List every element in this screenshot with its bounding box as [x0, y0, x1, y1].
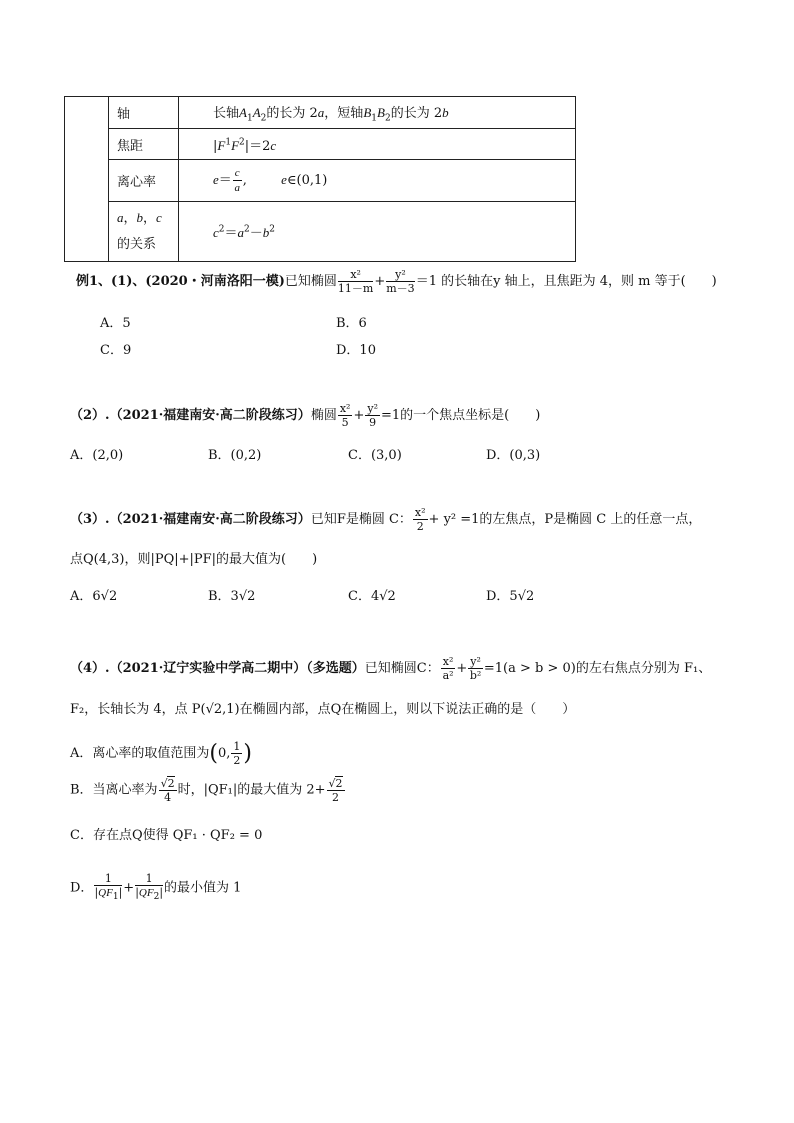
table-row-label: 轴	[109, 97, 179, 129]
option-b[interactable]: B．(0,2)	[208, 448, 262, 463]
table-row	[65, 160, 576, 202]
frac-denominator: 11－m	[337, 282, 374, 295]
frac-numerator: x²	[338, 268, 373, 282]
option-c[interactable]: C．存在点Q使得 QF₁ · QF₂ = 0	[70, 828, 263, 843]
option-text: 的最小值为 1	[164, 880, 242, 896]
ellipse-properties-table	[64, 96, 576, 262]
table-row-label: 离心率	[109, 160, 179, 202]
option-text: 时，|QF₁|的最大值为 2+	[177, 782, 326, 798]
frac-numerator: x²	[339, 402, 351, 415]
table-row	[65, 202, 576, 262]
table-row	[65, 129, 576, 160]
option-b[interactable]: B．3√2	[208, 589, 256, 604]
option-d[interactable]: D．(0,3)	[486, 448, 541, 463]
option-a[interactable]: A．离心率的取值范围为(0, $\frac{1}{2}$ )	[70, 740, 252, 767]
question-4-stem: （4）.（2021·辽宁实验中学高二期中）（多选题）已知椭圆C： $\frac{\text{x²}}{\text{a²}}$ + $\frac{\text{y²}}{\text{b²}}$ =1(a > b > 0)的左右焦点分别为 F₁、	[70, 655, 712, 682]
stem-text: 椭圆	[310, 408, 337, 423]
question-3-line-2: 点Q(4,3)，则|PQ|+|PF|的最大值为( )	[70, 552, 318, 567]
table-merged-cell	[65, 97, 109, 262]
question-3-stem	[70, 506, 701, 533]
table-row-value: e＝ $\frac{c}{a}$ , e∈(0,1)	[179, 160, 576, 202]
frac-numerator: x²	[442, 655, 454, 668]
question-4-heading: （4）.（2021·辽宁实验中学高二期中）（多选题）	[70, 661, 365, 676]
option-a[interactable]: A．(2,0)	[70, 448, 124, 463]
option-b[interactable]: B．6	[336, 316, 367, 331]
option-d[interactable]: D． $\frac{1}{|QF_1|}$ + $\frac{1}{|QF_2|}$ 的最小值为 1	[70, 872, 242, 903]
frac-denominator: b²	[469, 669, 482, 682]
frac-denominator: 9	[369, 416, 377, 429]
stem-text: =1(a > b > 0)的左右焦点分别为 F₁、	[483, 661, 712, 676]
option-a[interactable]: A．6√2	[70, 589, 118, 604]
stem-text: + y² =1的左焦点，P是椭圆 C 上的任意一点，	[428, 512, 702, 527]
question-2-heading: （2）.（2021·福建南安·高二阶段练习）	[70, 408, 311, 423]
option-d[interactable]: D．5√2	[486, 589, 535, 604]
option-c[interactable]: C．9	[100, 343, 132, 358]
table-row-value: $|F^1F^2|=2c$	[179, 129, 576, 160]
question-3-heading: （3）.（2021·福建南安·高二阶段练习）	[70, 512, 311, 527]
table-row-value: 长轴$A_1A_2$的长为 2a，短轴$B_1B_2$的长为 2b	[179, 97, 576, 129]
table-row-value: $c^2=a^2-b^2$	[179, 202, 576, 262]
option-a[interactable]: A．5	[100, 316, 131, 331]
option-text: B．当离心率为	[70, 782, 158, 798]
frac-denominator: 2	[416, 520, 424, 533]
option-text: D．	[70, 880, 94, 896]
table-row	[65, 97, 576, 129]
example-1-stem: 例1、(1)、(2020・河南洛阳一模)已知椭圆 $\frac{\text{x²}}{11-m}$ + $\frac{\text{y²}}{m-3}$ ＝1 的长轴在y 轴上，且焦距为 4，则 m 等于( )	[76, 268, 717, 295]
frac-numerator: y²	[367, 402, 378, 415]
option-d[interactable]: D．10	[336, 343, 376, 358]
table-row-label: a，b，c 的关系	[109, 202, 179, 262]
frac-numerator: x²	[414, 506, 426, 519]
frac-denominator: 5	[341, 416, 349, 429]
stem-text: 已知椭圆C：	[364, 661, 440, 676]
frac-denominator: a²	[442, 669, 454, 682]
question-4-line-2: F₂，长轴长为 4，点 P(√2,1)在椭圆内部，点Q在椭圆上，则以下说法正确的是（ ）	[70, 702, 576, 717]
option-c[interactable]: C．4√2	[348, 589, 396, 604]
example-1-heading: 例1、(1)、(2020・河南洛阳一模)	[76, 274, 285, 289]
stem-text: 已知F是椭圆 C：	[310, 512, 412, 527]
stem-text: =1的一个焦点坐标是( )	[380, 408, 541, 423]
stem-text: 已知椭圆	[284, 274, 337, 289]
option-text: A．离心率的取值范围为	[70, 746, 210, 761]
frac-numerator: y²	[470, 655, 481, 668]
option-b[interactable]: B．当离心率为 $\frac{√2}{4}$ 时，|QF₁|的最大值为 2+ $\frac{√2}{2}$	[70, 777, 343, 804]
question-2-stem: （2）.（2021·福建南安·高二阶段练习）椭圆 $\frac{\text{x²}}{5}$ + $\frac{\text{y²}}{9}$ =1的一个焦点坐标是( )	[70, 402, 541, 429]
stem-text: ＝1 的长轴在y 轴上，且焦距为 4，则 m 等于( )	[415, 274, 717, 289]
frac-numerator: y²	[386, 268, 414, 282]
table-row-label: 焦距	[109, 129, 179, 160]
option-c[interactable]: C．(3,0)	[348, 448, 402, 463]
frac-denominator: m－3	[386, 282, 415, 295]
